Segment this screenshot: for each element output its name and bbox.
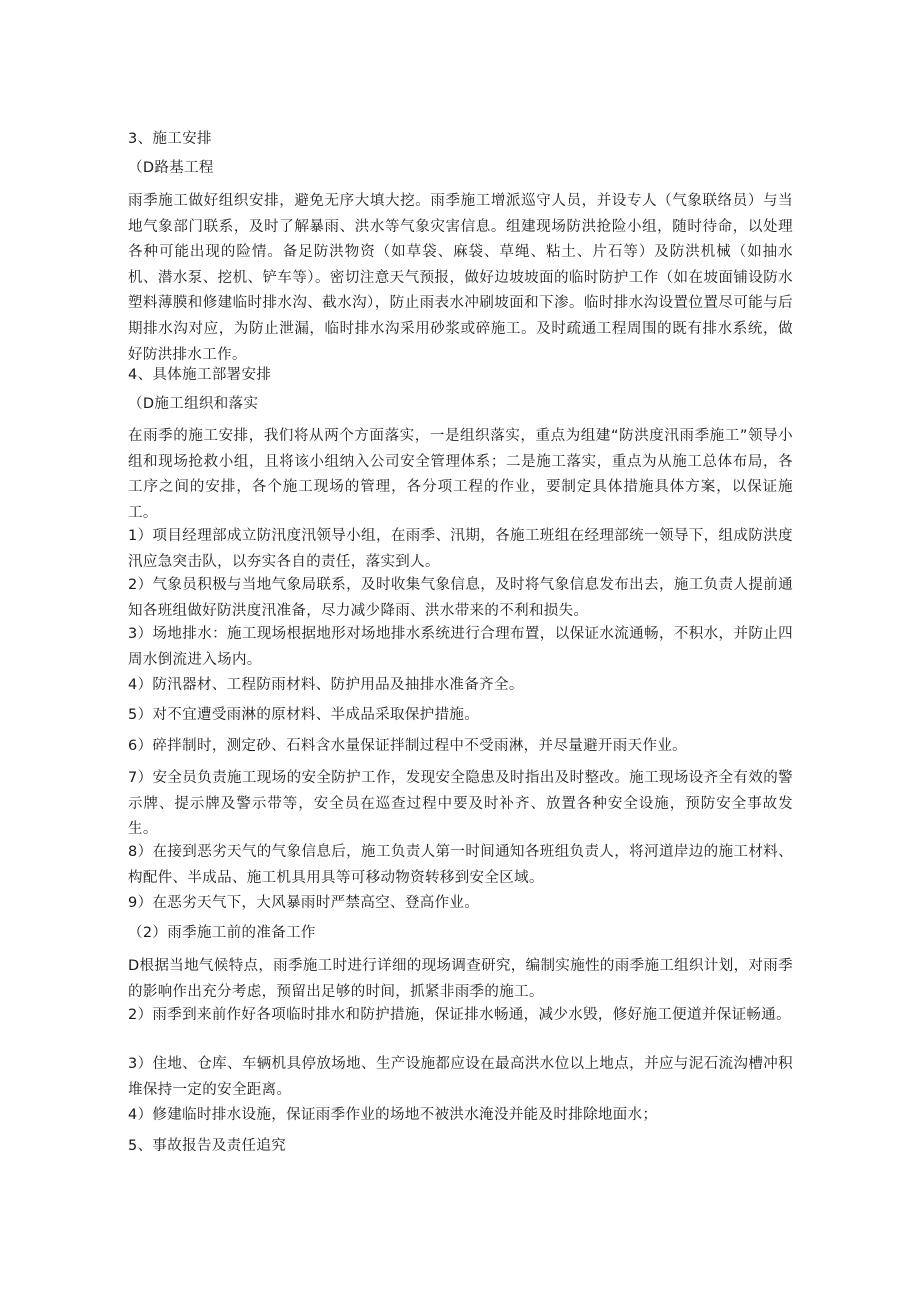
subsection-heading-preparation: （2）雨季施工前的准备工作 bbox=[128, 925, 316, 941]
paragraph-subgrade-rainy-season: 雨季施工做好组织安排，避免无序大填大挖。雨季施工增派巡守人员，并设专人（气象联络员）与当地气象部门联系，及时了解暴雨、洪水等气象灾害信息。组建现场防洪抢险小组，随时待命，以处理各种可能出现的险情。备足防洪物资（如草袋、麻袋、草绳、粘土、片石等）及防洪机械（如抽水机、潜水泵、挖机、铲车等）。密切注意天气预报，做好边坡坡面的临时防护工作（如在坡面铺设防水塑料薄膜和修建临时排水沟、截水沟），防止雨表水冲刷坡面和下渗。临时排水沟设置位置尽可能与后期排水沟对应，为防止泄漏，临时排水沟采用砂浆或碎施工。及时疏通工程周围的既有排水系统，做好防洪排水工作。 bbox=[128, 193, 793, 363]
list-item-4: 4）防汛器材、工程防雨材料、防护用品及抽排水准备齐全。 bbox=[128, 677, 524, 693]
paragraph-organization: 在雨季的施工安排，我们将从两个方面落实，一是组织落实，重点为组建“防洪度汛雨季施工”领导小组和现场抢救小组，且将该小组纳入公司安全管理体系；二是施工落实，重点为从施工总体布局，各工序之间的安排，各个施工现场的管理，各分项工程的作业，要制定具体措施具体方案，以保证施工。 bbox=[128, 428, 793, 521]
subsection-heading-subgrade: （D路基工程 bbox=[128, 160, 214, 176]
section-heading-5: 5、事故报告及责任追究 bbox=[128, 1138, 287, 1154]
list-item-2: 2）气象员积极与当地气象局联系，及时收集气象信息，及时将气象信息发布出去，施工负责人提前通知各班组做好防洪度汛准备，尽力减少降雨、洪水带来的不利和损失。 bbox=[128, 577, 793, 619]
subsection-heading-organization: （D施工组织和落实 bbox=[128, 396, 259, 412]
section-heading-3: 3、施工安排 bbox=[128, 131, 212, 147]
prep-item-3: 3）住地、仓库、车辆机具停放场地、生产设施都应设在最高洪水位以上地点，并应与泥石流沟槽冲积堆保持一定的安全距离。 bbox=[128, 1056, 793, 1098]
list-item-6: 6）碎拌制时，测定砂、石料含水量保证拌制过程中不受雨淋，并尽量避开雨天作业。 bbox=[128, 738, 688, 754]
list-item-9: 9）在恶劣天气下，大风暴雨时严禁高空、登高作业。 bbox=[128, 895, 480, 911]
section-heading-4: 4、具体施工部署安排 bbox=[128, 367, 272, 383]
list-item-7: 7）安全员负责施工现场的安全防护工作，发现安全隐患及时指出及时整改。施工现场设齐全有效的警示牌、提示牌及警示带等，安全员在巡查过程中要及时补齐、放置各种安全设施，预防安全事故发生。 bbox=[128, 770, 793, 838]
prep-item-1: D根据当地气候特点，雨季施工时进行详细的现场调查研究，编制实施性的雨季施工组织计划，对雨季的影响作出充分考虑，预留出足够的时间，抓紧非雨季的施工。 bbox=[128, 958, 793, 1000]
list-item-1: 1）项目经理部成立防汛度汛领导小组，在雨季、汛期，各施工班组在经理部统一领导下，组成防洪度汛应急突击队，以夯实各自的责任，落实到人。 bbox=[128, 528, 793, 570]
list-item-3: 3）场地排水：施工现场根据地形对场地排水系统进行合理布置，以保证水流通畅，不积水，并防止四周水倒流进入场内。 bbox=[128, 626, 793, 668]
prep-item-4: 4）修建临时排水设施，保证雨季作业的场地不被洪水淹没并能及时排除地面水； bbox=[128, 1107, 658, 1123]
prep-item-2: 2）雨季到来前作好各项临时排水和防护措施，保证排水畅通，减少水毁，修好施工便道并保证畅通。 bbox=[128, 1007, 791, 1023]
list-item-5: 5）对不宜遭受雨淋的原材料、半成品采取保护措施。 bbox=[128, 707, 480, 723]
list-item-8: 8）在接到恶劣天气的气象信息后，施工负责人第一时间通知各班组负责人，将河道岸边的施工材料、构配件、半成品、施工机具用具等可移动物资转移到安全区域。 bbox=[128, 844, 793, 886]
